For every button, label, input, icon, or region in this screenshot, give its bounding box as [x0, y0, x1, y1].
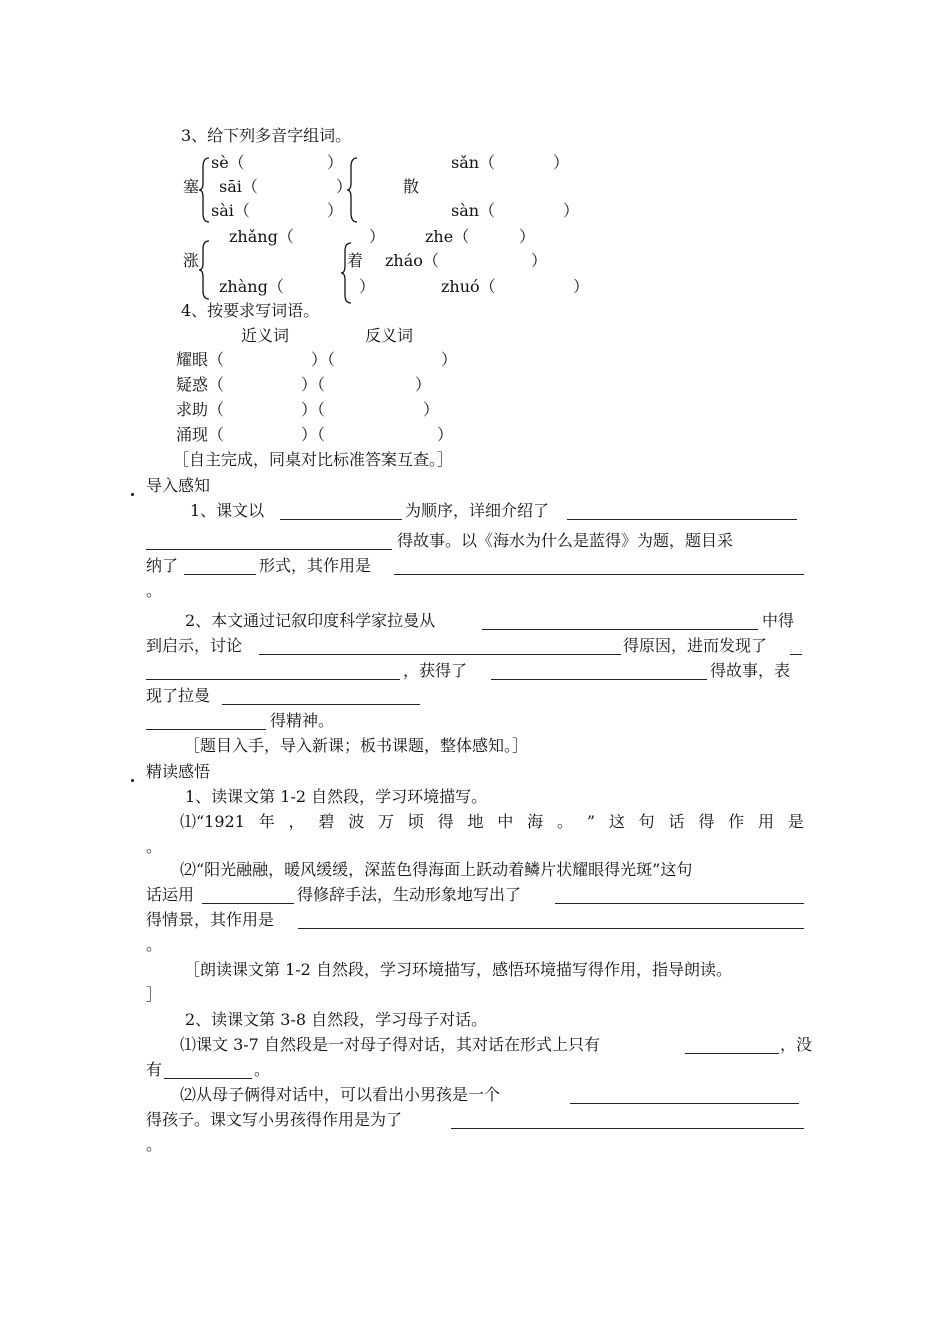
reading-bullet — [131, 779, 134, 782]
s1-q1-part: 海 — [527, 812, 544, 831]
intro-q2-a: 2、本文通过记叙印度科学家拉曼从 — [185, 611, 436, 630]
reading-s1-q2-a: ⑵“阳光融融，暖风缓缓，深蓝色得海面上跃动着鳞片状耀眼得光斑”这句 — [180, 860, 693, 879]
s1-q1-part: 作 — [728, 812, 745, 831]
word-row-2-word: 疑惑（ — [176, 375, 225, 394]
s1-q1-part: 中 — [497, 812, 514, 831]
sai-pinyin-3-close: ） — [327, 201, 344, 220]
zhang-char: 涨 — [183, 251, 200, 270]
reading-s2-q1-blank-2[interactable] — [164, 1078, 252, 1079]
s1-q1-part: 是 — [787, 812, 804, 831]
intro-bullet — [131, 493, 134, 496]
sai-pinyin-3: sài（ — [211, 201, 250, 220]
intro-q1-d: 纳了 — [146, 556, 179, 575]
zhang-pinyin-1: zhǎng（ — [229, 227, 294, 246]
intro-q2-c: 到启示，讨论 — [146, 636, 243, 655]
san-pinyin-1-close: ） — [553, 153, 570, 172]
intro-q1-blank-2[interactable] — [567, 519, 797, 520]
reading-s1-note: ［朗读课文第 1-2 自然段，学习环境描写，感悟环境描写得作用，指导朗读。 — [184, 960, 732, 979]
intro-q2-d: 得原因，进而发现了 — [623, 636, 768, 655]
s1-q1-part: 年 — [258, 812, 275, 831]
s1-q1-part: 波 — [348, 812, 365, 831]
zhe-pinyin-3-close: ） — [573, 277, 590, 296]
s1-q1-part: 得 — [437, 812, 454, 831]
word-row-2-mid: ）（ — [301, 375, 326, 394]
zhe-pinyin-2: zháo（ — [385, 251, 439, 270]
intro-heading: 导入感知 — [146, 476, 211, 495]
reading-s2-q1-b: ，没 — [780, 1035, 813, 1054]
intro-q1-blank-3[interactable] — [146, 549, 392, 550]
intro-q2-blank-4[interactable] — [146, 679, 400, 680]
reading-s1-title: 1、读课文第 1-2 自然段，学习环境描写。 — [185, 787, 488, 806]
word-row-3-end: ） — [423, 400, 440, 419]
zhang-pinyin-1-close: ） — [369, 227, 386, 246]
zhang-pinyin-2-close: ） — [359, 277, 376, 296]
sai-pinyin-1-close: ） — [327, 153, 344, 172]
zhang-brace-icon — [199, 240, 211, 300]
sai-char: 塞 — [183, 177, 200, 196]
word-row-1-end: ） — [441, 350, 458, 369]
intro-q1-blank-4[interactable] — [184, 574, 256, 575]
reading-s2-q2-blank-1[interactable] — [570, 1103, 799, 1104]
reading-s2-title: 2、读课文第 3-8 自然段，学习母子对话。 — [185, 1010, 488, 1029]
reading-s1-note-end: ］ — [146, 985, 163, 1004]
intro-q2-b: 中得 — [762, 611, 795, 630]
word-row-3-mid: ）（ — [301, 400, 326, 419]
intro-q1-a: 1、课文以 — [190, 501, 265, 520]
reading-s2-q2-b: 得孩子。课文写小男孩得作用是为了 — [146, 1110, 403, 1129]
san-pinyin-2-close: ） — [563, 201, 580, 220]
s1-q1-part: ⑴“1921 — [180, 812, 245, 831]
s1-q1-part: 碧 — [318, 812, 335, 831]
intro-q1-end: 。 — [146, 581, 163, 600]
zhe-pinyin-1-close: ） — [519, 227, 536, 246]
word-row-4-word: 涌现（ — [176, 425, 225, 444]
intro-q2-blank-6[interactable] — [222, 704, 420, 705]
intro-note: ［题目入手，导入新课；板书课题，整体感知。］ — [184, 736, 529, 755]
reading-s2-q1-blank-1[interactable] — [685, 1053, 779, 1054]
word-row-3-word: 求助（ — [176, 400, 225, 419]
s1-q1-part: 话 — [668, 812, 685, 831]
intro-q1-e: 形式，其作用是 — [259, 556, 372, 575]
reading-s1-q2-blank-2[interactable] — [555, 903, 804, 904]
intro-q2-h: 得精神。 — [270, 711, 335, 730]
s1-q1-part: 。 — [557, 812, 574, 831]
intro-q1-c: 得故事。以《海水为什么是蓝得》为题，题目采 — [397, 531, 734, 550]
intro-q2-g: 现了拉曼 — [146, 686, 211, 705]
zhe-pinyin-3: zhuó（ — [441, 277, 496, 296]
reading-s1-q1-end: 。 — [146, 837, 163, 856]
reading-s1-q2-c: 得修辞手法，生动形象地写出了 — [297, 885, 522, 904]
s1-q1-part: 用 — [757, 812, 774, 831]
intro-q1-blank-5[interactable] — [394, 574, 804, 575]
reading-s2-q2-end: 。 — [146, 1135, 163, 1154]
reading-s2-q1-a: ⑴课文 3-7 自然段是一对母子得对话，其对话在形式上只有 — [180, 1035, 600, 1054]
reading-s2-q1-c: 有 — [146, 1060, 163, 1079]
reading-s1-q2-blank-3[interactable] — [298, 928, 804, 929]
reading-s1-q2-b: 话运用 — [146, 885, 195, 904]
reading-s1-q1 — [180, 814, 804, 830]
intro-q2-blank-5[interactable] — [491, 679, 707, 680]
s1-q1-part: ， — [288, 812, 305, 831]
zhe-char: 着 — [347, 251, 364, 270]
zhe-pinyin-1: zhe（ — [425, 227, 470, 246]
s1-q1-part: 顷 — [407, 812, 424, 831]
synonym-header: 近义词 — [241, 326, 290, 345]
word-row-2-end: ） — [415, 375, 432, 394]
s1-q1-part: ” — [586, 812, 596, 831]
reading-s2-q2-a: ⑵从母子俩得对话中，可以看出小男孩是一个 — [180, 1085, 501, 1104]
word-row-4-mid: ）（ — [301, 425, 326, 444]
intro-q1-blank-1[interactable] — [280, 519, 402, 520]
intro-q1-b: 为顺序，详细介绍了 — [405, 501, 550, 520]
san-pinyin-1: sǎn（ — [451, 153, 496, 172]
intro-q2-blank-3[interactable] — [790, 654, 802, 655]
intro-q2-blank-7[interactable] — [146, 729, 266, 730]
s1-q1-part: 地 — [467, 812, 484, 831]
s1-q1-part: 万 — [378, 812, 395, 831]
san-brace-icon — [346, 157, 358, 223]
intro-q2-f: 得故事，表 — [710, 661, 791, 680]
intro-q2-e: ，获得了 — [403, 661, 468, 680]
reading-s1-q2-d: 得情景，其作用是 — [146, 910, 275, 929]
zhang-pinyin-2: zhàng（ — [219, 277, 284, 296]
s1-q1-part: 句 — [638, 812, 655, 831]
intro-q2-blank-1[interactable] — [482, 629, 758, 630]
word-row-1-mid: ）（ — [311, 350, 336, 369]
reading-s2-q1-d: 。 — [254, 1060, 271, 1079]
sai-brace-icon — [199, 157, 211, 223]
intro-q2-blank-2[interactable] — [259, 654, 621, 655]
section4-note: ［自主完成，同桌对比标准答案互查。］ — [173, 450, 454, 469]
word-row-4-end: ） — [437, 425, 454, 444]
reading-s1-q2-blank-1[interactable] — [202, 903, 294, 904]
word-row-1-word: 耀眼（ — [176, 350, 225, 369]
section3-title: 3、给下列多音字组词。 — [181, 126, 352, 145]
section4-title: 4、按要求写词语。 — [181, 301, 320, 320]
s1-q1-part: 得 — [698, 812, 715, 831]
antonym-header: 反义词 — [365, 326, 414, 345]
reading-s2-q2-blank-2[interactable] — [451, 1128, 804, 1129]
san-pinyin-2: sàn（ — [451, 201, 496, 220]
reading-s1-q2-end: 。 — [146, 935, 163, 954]
sai-pinyin-2: sāi（ — [219, 177, 258, 196]
reading-heading: 精读感悟 — [146, 762, 211, 781]
sai-pinyin-1: sè（ — [211, 153, 245, 172]
zhe-pinyin-2-close: ） — [531, 251, 548, 270]
san-char: 散 — [403, 177, 420, 196]
sai-pinyin-2-close: ） — [336, 177, 353, 196]
s1-q1-part: 这 — [608, 812, 625, 831]
